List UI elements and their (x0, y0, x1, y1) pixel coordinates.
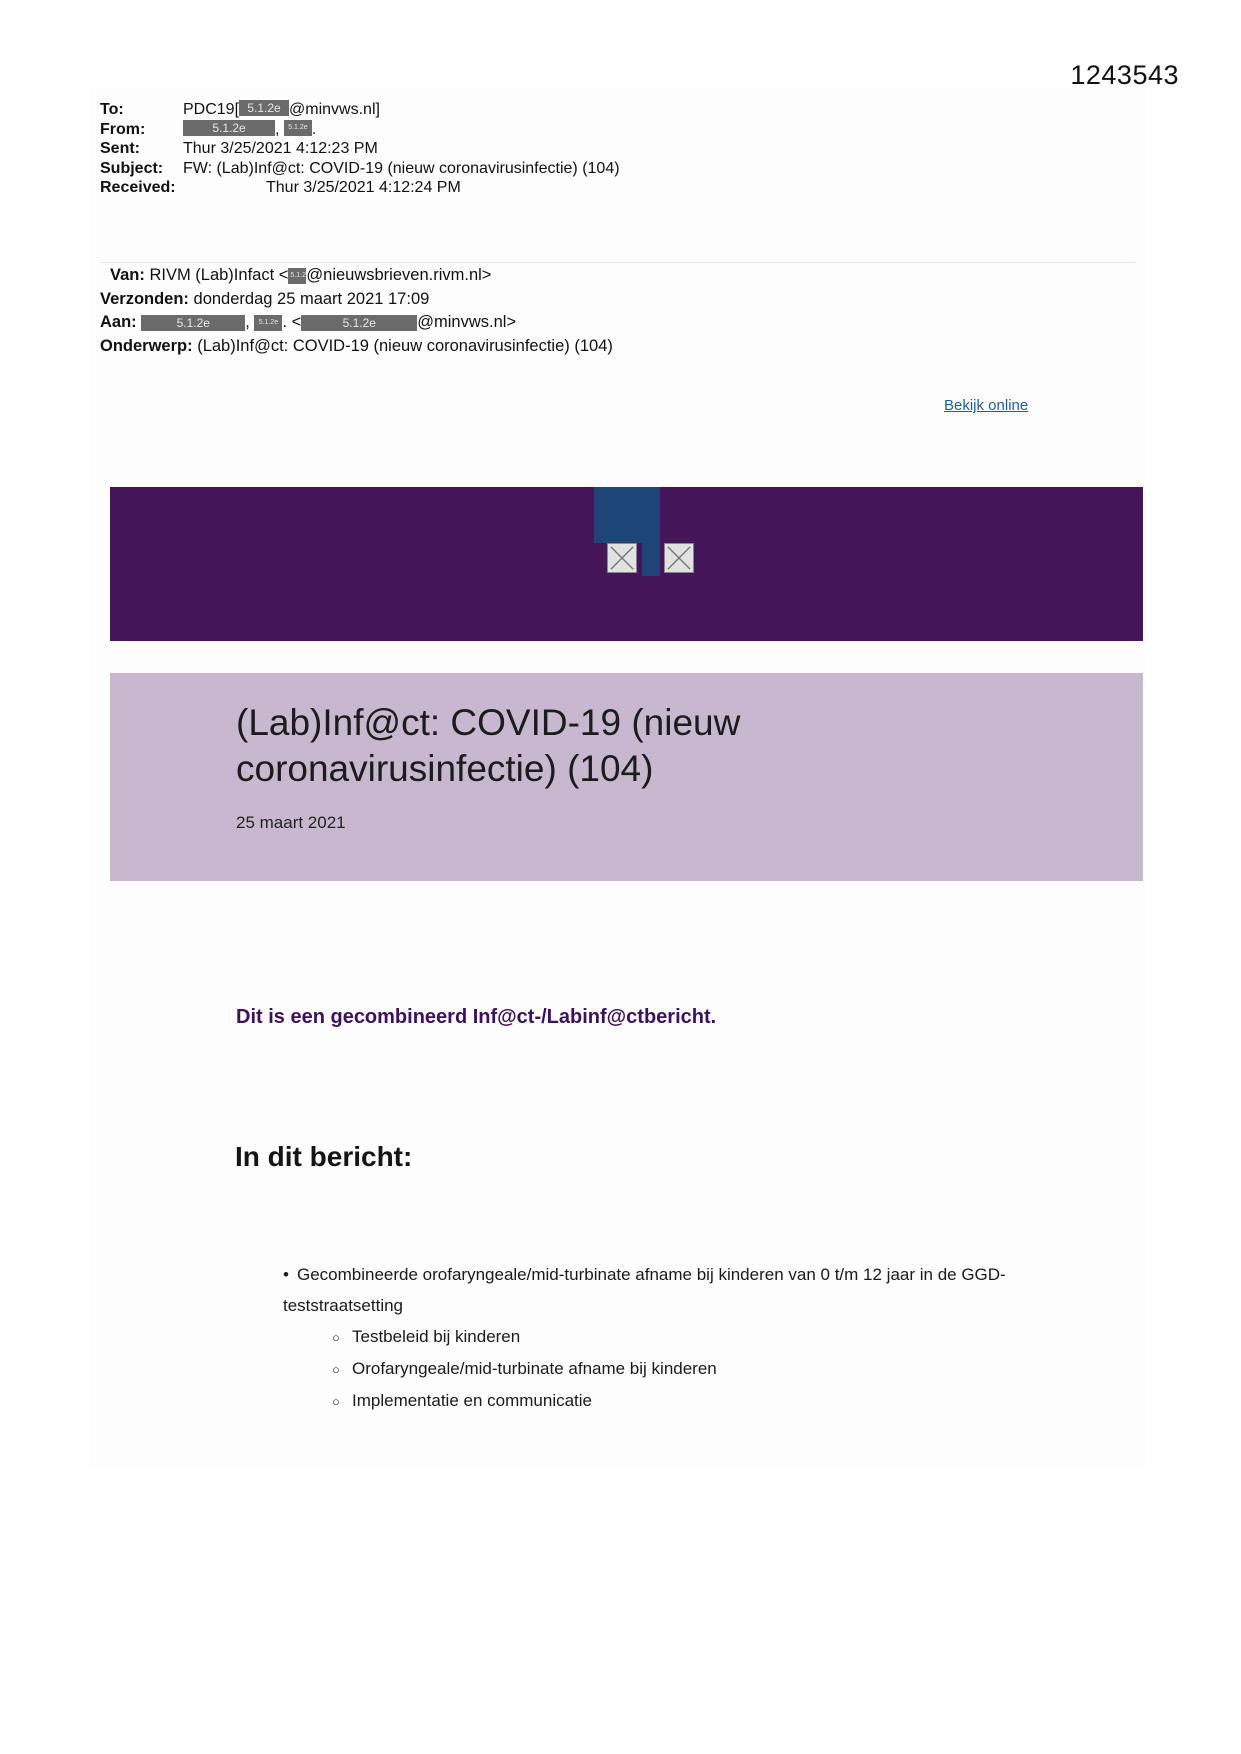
circle-bullet-icon: ○ (332, 1394, 340, 1409)
from-suffix: . (311, 120, 317, 138)
onderwerp-row (100, 335, 613, 359)
circle-bullet-icon: ○ (332, 1362, 340, 1377)
toc-item-label: Gecombineerde orofaryngeale/mid-turbinate afname bij kinderen van 0 t/m 12 jaar in de GGD-teststraatsetting (283, 1265, 1006, 1315)
circle-bullet-icon: ○ (332, 1330, 340, 1345)
forwarded-header (100, 264, 613, 358)
van-label: Van: (110, 266, 145, 284)
redaction-box: 5.1.2e (183, 120, 275, 136)
to-row (100, 100, 620, 120)
bullet-icon: • (283, 1265, 289, 1284)
sent-row (100, 139, 620, 159)
to-label: To: (100, 101, 124, 118)
subject-label: Subject: (100, 159, 164, 177)
toc-subitem-label: Testbeleid bij kinderen (352, 1327, 521, 1346)
from-label: From: (100, 120, 146, 138)
redaction-box: 5.1.2e (141, 315, 245, 331)
broken-image-icon (664, 543, 694, 573)
newsletter-title-band (110, 673, 1143, 881)
aan-value-suffix: @minvws.nl> (417, 313, 517, 331)
logo-block (594, 487, 660, 543)
verzonden-value: donderdag 25 maart 2021 17:09 (193, 289, 430, 308)
toc-subitem-label: Orofaryngeale/mid-turbinate afname bij kinderen (352, 1359, 717, 1378)
subject-row (100, 159, 620, 179)
toc-subitem (283, 1321, 1043, 1353)
aan-label: Aan: (100, 313, 137, 331)
email-header (100, 100, 620, 198)
redaction-box: 5.1.2e (284, 120, 312, 136)
received-row (100, 178, 620, 198)
aan-row (100, 311, 613, 335)
logo-stem (642, 543, 660, 576)
header-divider (100, 262, 1135, 263)
newsletter-date: 25 maart 2021 (236, 813, 346, 832)
verzonden-row (100, 288, 613, 312)
van-value-prefix: RIVM (Lab)Infact < (149, 266, 289, 284)
sent-value: Thur 3/25/2021 4:12:23 PM (183, 140, 378, 157)
table-of-contents (283, 1259, 1043, 1417)
aan-separator: . < (282, 313, 302, 331)
broken-image-icon (607, 543, 637, 573)
subject-value: FW: (Lab)Inf@ct: COVID-19 (nieuw coronavirusinfectie) (104) (183, 159, 620, 177)
view-online-link[interactable]: Bekijk online (944, 397, 1029, 414)
onderwerp-value: (Lab)Inf@ct: COVID-19 (nieuw coronavirusinfectie) (104) (197, 336, 613, 355)
section-heading: In dit bericht: (235, 1141, 413, 1172)
redaction-box: 5.1.2e (301, 315, 417, 331)
verzonden-label: Verzonden: (100, 289, 189, 308)
from-separator: , (275, 120, 280, 138)
sent-label: Sent: (100, 140, 140, 157)
toc-subitem (283, 1353, 1043, 1385)
newsletter-banner (110, 487, 1143, 641)
onderwerp-label: Onderwerp: (100, 336, 193, 355)
to-value-prefix: PDC19[ (183, 101, 240, 118)
received-value: Thur 3/25/2021 4:12:24 PM (266, 179, 461, 196)
received-label: Received: (100, 179, 176, 196)
redaction-box: 5.1.2e (239, 100, 289, 116)
to-value-suffix: @minvws.nl] (289, 101, 380, 118)
redaction-box: 5.1.2e (288, 268, 306, 284)
aan-separator: , (245, 313, 250, 331)
toc-subitem (283, 1385, 1043, 1417)
toc-item (283, 1259, 1043, 1321)
redaction-box: 5.1.2e (254, 315, 282, 331)
toc-subitem-label: Implementatie en communicatie (352, 1391, 593, 1410)
intro-text: Dit is een gecombineerd Inf@ct-/Labinf@ctbericht. (236, 1006, 717, 1028)
document-id: 1243543 (1070, 60, 1179, 90)
from-row (100, 120, 620, 140)
van-value-suffix: @nieuwsbrieven.rivm.nl> (306, 266, 492, 284)
van-row (100, 264, 613, 288)
newsletter-title: (Lab)Inf@ct: COVID-19 (nieuw coronavirusinfectie) (104) (236, 702, 741, 789)
